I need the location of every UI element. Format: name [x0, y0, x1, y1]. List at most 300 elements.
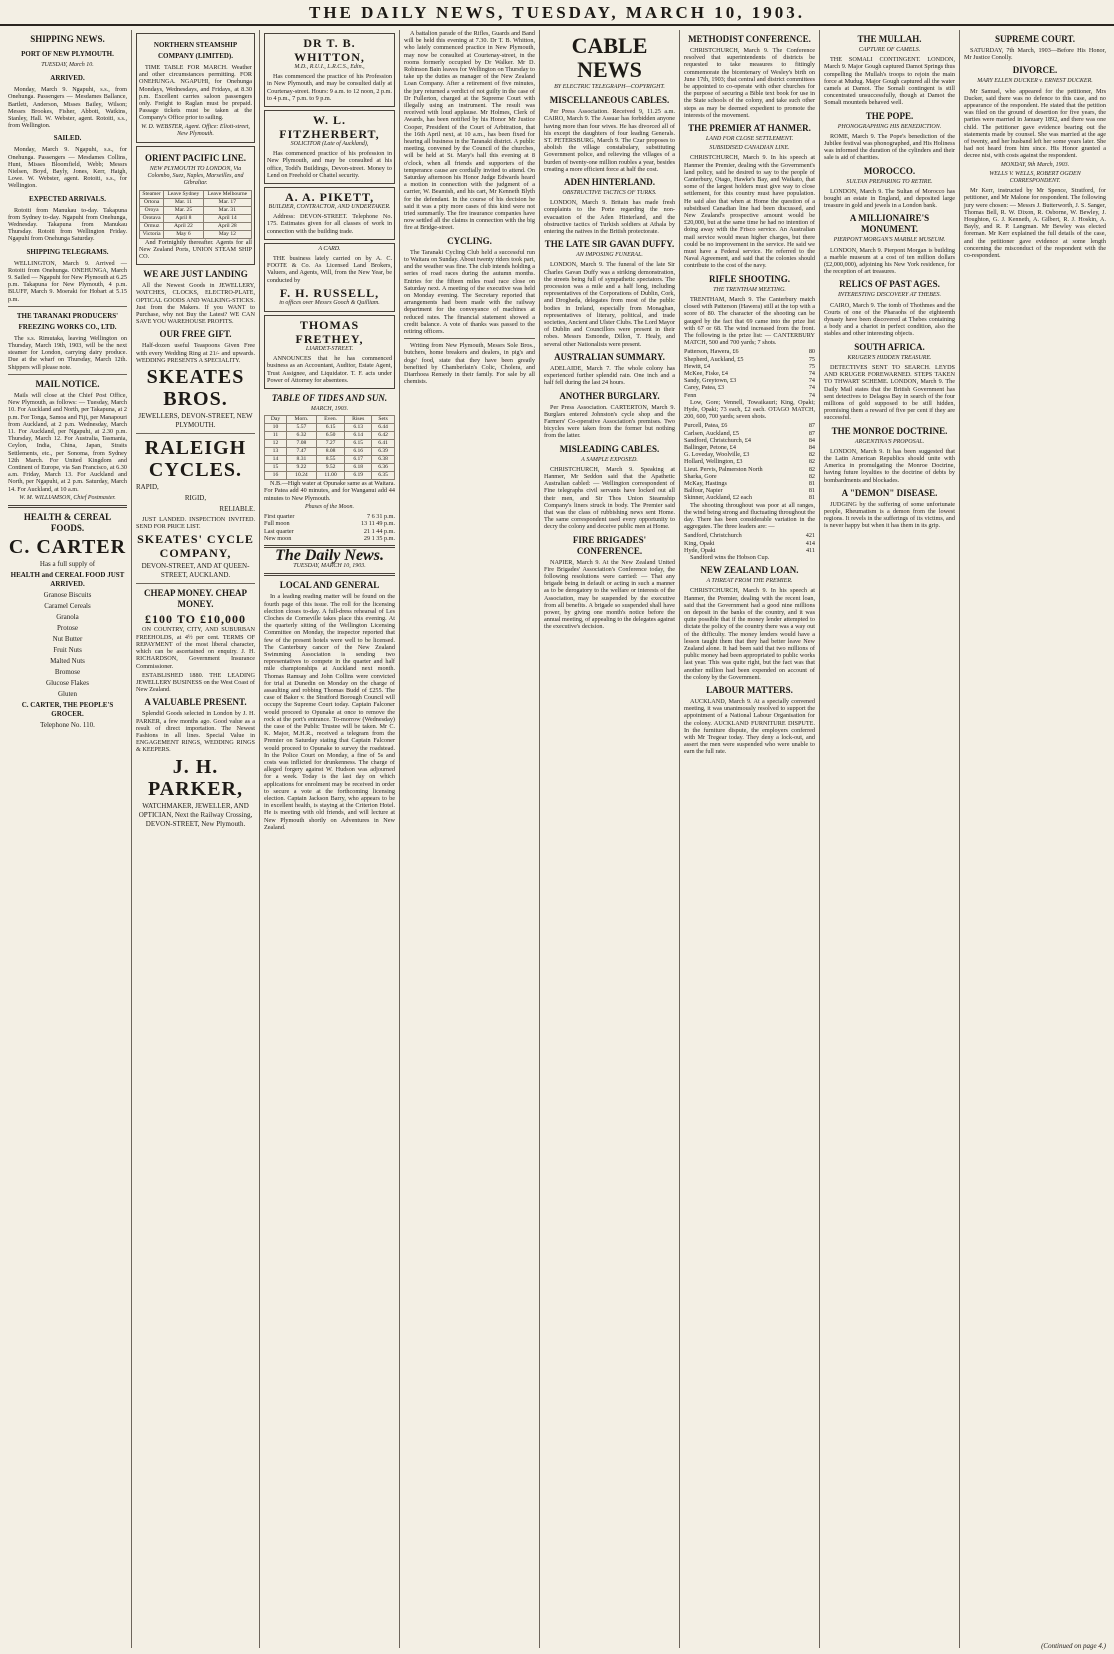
score-value: 421	[805, 532, 815, 540]
south-africa-heading: SOUTH AFRICA.	[854, 341, 925, 352]
table-header-cell: Steamer	[140, 190, 164, 198]
score-row	[684, 480, 815, 487]
jewellery-ad-body: All the Newest Goods in JEWELLERY, WATCHES, CLOCKS, ELECTRO-PLATE, OPTICAL GOODS AND WALKING-STICKS. Just from the Makers. If you WANT to Purchase, why not Buy the Latest? WE CAN SAVE YOU WAREHOUSE PROFITS.	[136, 282, 255, 326]
score-value: 84	[808, 443, 815, 451]
carter-items	[8, 591, 127, 699]
table-cell: Mar. 17	[203, 198, 251, 206]
court-heading: SUPREME COURT.	[994, 34, 1076, 44]
relics-text: CAIRO, March 9. The tomb of Thothmes and the Courts of one of the Pharaohs of the eighteenth dynasty have been discovered at Thebes containing a body and a chariot in perfect condition, also the stables and other interesting objects.	[824, 301, 955, 338]
tides-table	[264, 415, 395, 480]
table-cell: 16	[265, 472, 287, 480]
raleigh-word: RIGID,	[184, 494, 207, 503]
cable-news-title: CABLE NEWS	[571, 33, 648, 82]
column-shipping	[4, 30, 132, 1648]
duffy-heading: THE LATE SIR GAVAN DUFFY.	[544, 239, 675, 250]
ad-body: Has commenced practice of his profession in New Plymouth, and may be consulted at his office, Todd's Buildings, Devon-street. Money to Lend on Freehold or Chattel security.	[267, 150, 392, 179]
shipping-heading: SHIPPING NEWS.	[30, 34, 105, 44]
divorce-heading: DIVORCE.	[1012, 65, 1058, 76]
table-cell: Mar. 25	[164, 206, 204, 214]
parker-name: J. H. PARKER,	[148, 755, 243, 800]
local-heading: LOCAL AND GENERAL	[279, 580, 380, 591]
misleading-text: CHRISTCHURCH, March 9. Speaking at Hanmer, Mr Seddon said that the Apathetic Australian cabled: — Wellington correspondent of Fine telegraphs civil servants have locked out all their men, and Sir Thos Union Steamship Company's liners struck in body. The Premier said that was the class of rubbishing news sent Home. The same correspondent used every opportunity to decry the colony and deceive public men at Home.	[544, 465, 675, 531]
freezing-heading: THE TARANAKI PRODUCERS' FREEZING WORKS CO., LTD.	[16, 311, 119, 331]
table-header-cell: Day	[265, 416, 287, 424]
freezing-text: The s.s. Rimutaka, leaving Wellington on Thursday, March 19th, 1903, will be the next steamer for London, carrying dairy produce. Due at the wharf on Thursday, March 12th. Shippers will please note.	[8, 334, 127, 371]
pope-heading: THE POPE.	[865, 110, 914, 121]
score-value: 411	[805, 546, 815, 554]
monroe-text: LONDON, March 9. It has been suggested that the Latin American Republics should unite with America in promulgating the Monroe Doctrine, having future loyalties to the doctrine of debts by bombardments and blockades.	[824, 447, 955, 484]
writing-text: Writing from New Plymouth, Messrs Sole Bros., butchers, home breakers and dealers, in pig's and dogs' food, state that they have been greatly benefited by Chamberlain's Colic, Cholera, and Diarrhoea Remedy in their family. For sale by all chemists.	[404, 342, 535, 386]
score-value: 74	[808, 369, 815, 377]
table-row	[265, 472, 395, 480]
cheap-money-title: CHEAP MONEY. CHEAP MONEY.	[144, 588, 247, 610]
table-row	[265, 432, 395, 440]
moon-phase: Last quarter	[264, 527, 294, 535]
score-value: 414	[805, 539, 815, 547]
score-row	[684, 494, 815, 501]
masthead: THE DAILY NEWS, TUESDAY, MARCH 10, 1903.	[0, 0, 1114, 26]
south-africa-text: DETECTIVES SENT TO SEARCH. LEYDS AND KRUGER FOREWARNED. STEPS TAKEN TO THWART SCHEME. LONDON, March 9. The Daily Mail states that the British Government has sent detectives to Delagoa Bay in search of the four millions of gold supposed to be still hidden, promising them a reward of five per cent if they are successful.	[824, 363, 955, 422]
table-cell: Victoria	[140, 230, 164, 238]
score-row	[684, 444, 815, 451]
carter-line1: Has a full supply of	[39, 559, 96, 568]
table-cell: April 8	[164, 214, 204, 222]
score-value: 74	[808, 377, 815, 385]
moon-time: 13 11 49 p.m.	[361, 520, 395, 528]
skeates-cycle-name: SKEATES' CYCLE COMPANY,	[137, 532, 254, 561]
score-name: King, Opaki	[684, 539, 715, 547]
carter-item: Fruit Nuts	[53, 645, 82, 654]
skeates-bros-address: JEWELLERS, DEVON-STREET, NEW PLYMOUTH.	[138, 412, 253, 430]
table-cell: 8.55	[316, 456, 344, 464]
table-cell: May 12	[203, 230, 251, 238]
raleigh-body: JUST LANDED. INSPECTION INVITED. SEND FOR PRICE LIST.	[136, 516, 255, 531]
ad-body: Address: DEVON-STREET. Telephone No. 175. Estimates given for all classes of work in connection with the building trade.	[267, 213, 392, 235]
leading-jewellery-body: ESTABLISHED 1880. THE LEADING JEWELLERY BUSINESS on the West Coast of New Zealand.	[136, 671, 255, 694]
score-name: Ballinger, Petone, £4	[684, 443, 736, 451]
methodist-heading: METHODIST CONFERENCE.	[688, 34, 811, 44]
premier-text: CHRISTCHURCH, March 9. In his speech at Hanmer the Premier, dealing with the Government's land policy, said he desired to say to the people of Canterbury, Otago, Hawke's Bay, and Waikato, that some of the largest holders must give way to close settlement, for this country must have population. He said also that when at Home the question of a subsidised Canadian line had been discussed, and New Zealand's prospective amount would be £20,000, but at the same time he had no intention of doing away with the Frisco service. An Australian mail service would mean higher charges, but there could be no improvement in the service. He said we must have a Federal service. He referred to the Naval Agreement, and said that the colonies should contribute to the cost of the navy.	[684, 154, 815, 270]
aden-text: LONDON, March 9. Britain has made fresh complaints to the Porte regarding the non-evacuation of the Aden Hinterland, and the obstructive tactics of Turkish soldiers at Athala by entering the natives in the British protectorate.	[544, 199, 675, 236]
table-cell: 11	[265, 432, 287, 440]
table-cell: 6.13	[345, 424, 372, 432]
divider	[8, 374, 127, 375]
skeates-bros-name: SKEATES BROS.	[146, 366, 245, 411]
loan-heading: NEW ZEALAND LOAN.	[700, 565, 799, 576]
rifle-text: TRENTHAM, March 9. The Canterbury match closed with Patterson (Hawera) still at the top with a score of 80. The character of the shooting can be gauged by the fact that 69 came into the prize list with 67 or 68. The wind increased from the front. The following is the prize list: — CANTERBURY MATCH, 500 and 700 yards; 7 shots.	[684, 295, 815, 347]
premier-heading: THE PREMIER AT HANMER.	[688, 123, 811, 134]
ad-title: W. L. FITZHERBERT,	[279, 113, 380, 142]
rifle-text-2: Low, Gore; Vennell, Towaikauri; King, Opaki; Hyde, Opaki; 73 each, £2 each. OTAGO MATCH, 200, 600, 700 yards; seven shots.	[684, 398, 815, 421]
port-heading: PORT OF NEW PLYMOUTH.	[21, 50, 114, 58]
cable-news-subtitle: BY ELECTRIC TELEGRAPH—COPYRIGHT.	[554, 84, 665, 90]
table-cell: 6.16	[345, 448, 372, 456]
monroe-heading: THE MONROE DOCTRINE.	[831, 425, 948, 436]
moon-phase: First quarter	[264, 513, 295, 521]
table-cell: 13	[265, 448, 287, 456]
score-value: 82	[808, 472, 815, 480]
score-value: 82	[808, 451, 815, 459]
carter-item: Nut Butter	[52, 634, 83, 643]
score-row	[684, 437, 815, 444]
score-row	[684, 547, 815, 554]
table-cell: 8.31	[286, 456, 316, 464]
cheap-money-body: ON COUNTRY, CITY, AND SUBURBAN FREEHOLDS, at 4½ per cent. TERMS OF REPAYMENT of the most liberal character, which can be ascertained on enquiry. J. H. RICHARDSON, Government Insurance Commissioner.	[136, 626, 255, 670]
table-header	[140, 190, 252, 198]
relics-heading: RELICS OF PAST AGES.	[839, 279, 940, 290]
carter-item: Bromose	[54, 667, 81, 676]
sailing-table	[139, 190, 252, 239]
table-header-cell: Morn.	[286, 416, 316, 424]
score-name: G. Loveday, Woolville, £3	[684, 451, 750, 459]
leaders-list	[684, 532, 815, 554]
court-date: SATURDAY, 7th March, 1903—Before His Honor, Mr Justice Conolly.	[964, 47, 1106, 62]
ad-body: ANNOUNCES that he has commenced business as an Accountant, Auditor, Estate Agent, Trust Assignee, and Liquidator. T. F. acts under Power of Attorney for absentees.	[267, 355, 392, 384]
table-cell: 6.15	[316, 424, 344, 432]
table-cell: 6.42	[372, 432, 395, 440]
telegrams-text: WELLINGTON, March 9. Arrived — Rotoiti from Onehunga. ONEHUNGA, March 9. Sailed — Ngapuhi for New Plymouth at 6.25 p.m. Takapuna for New Plymouth, 4 p.m. BLUFF, March 9. Moeraki for Hobart at 5.15 p.m.	[8, 259, 127, 303]
ad-subtitle: A CARD.	[318, 245, 341, 252]
loan-text: CHRISTCHURCH, March 9. In his speech at Hanmer, the Premier, dealing with the recent loan, said that the Government had a good nine millions on deposit in the banks of the country, and it was quite possible that if the money lender attempted to dictate the policy of the country there was a way out of the difficulty. The money lenders would have a lesson taught them that they had better leave New Zealand alone. It had been said that two millions of public money had been appropriated to public works last year. This was quite right, but the fact was that another million had been expended on account of the colony by the Government.	[684, 587, 815, 681]
score-name: Hyde, Opaki	[684, 546, 716, 554]
table-cell: 7.47	[286, 448, 316, 456]
moon-phase: New moon	[264, 534, 292, 542]
relics-subtitle: INTERESTING DISCOVERY AT THEBES.	[837, 292, 942, 299]
moon-row	[264, 535, 395, 542]
score-value: 81	[808, 494, 815, 502]
table-row	[140, 198, 252, 206]
morocco-subtitle: SULTAN PREPARING TO RETIRE.	[846, 178, 933, 185]
rifle-text-3: The shooting throughout was poor at all ranges, the wind being strong and fluctuating throughout the day. There has been considerable variation in the aggregates. The three leaders are: —	[684, 501, 815, 531]
ad-title: ORIENT PACIFIC LINE.	[145, 153, 246, 164]
paper-nameplate: The Daily News.	[275, 546, 384, 564]
ad-subtitle: BUILDER, CONTRACTOR, AND UNDERTAKER.	[268, 204, 391, 211]
carter-item: Glucose Flakes	[46, 678, 89, 687]
arrived-text: Monday, March 9. Ngapuhi, s.s., from Onehunga. Passengers — Mesdames Ballance, Bartlett, Anderson, Misses Bailey, Wilson; Messrs Brookes, Fisher, Abbott, Watkins, Stanley, Hall. W. Webster, agent. Rotoiti, s.s., from Wellington.	[8, 86, 127, 130]
table-cell: 6.44	[372, 424, 395, 432]
moon-time: 21 1 44 p.m.	[363, 527, 395, 535]
misleading-subtitle: A SAMPLE EXPOSED.	[581, 456, 638, 463]
table-cell: April 28	[203, 222, 251, 230]
arrived-heading: ARRIVED.	[50, 74, 85, 83]
mullah-heading: THE MULLAH.	[857, 34, 922, 44]
score-row	[684, 430, 815, 437]
ad-subtitle: NEW PLYMOUTH TO LONDON, Via Colombo, Suez, Naples, Marseilles, and Gibraltar.	[147, 166, 244, 187]
table-cell: Oroya	[140, 206, 164, 214]
table-cell: April 22	[164, 222, 204, 230]
carter-line2: HEALTH and CEREAL FOOD JUST ARRIVED.	[10, 570, 125, 588]
divider	[136, 433, 255, 434]
score-row	[684, 466, 815, 473]
millionaire-subtitle: PIERPONT MORGAN'S MARBLE MUSEUM.	[833, 237, 946, 244]
score-value: 80	[808, 348, 815, 356]
misc-text: Per Press Association. Received 9, 11.25 a.m. CAIRO, March 9. The Assuar has forbidden anyone having more than four wives. He has divorced all of his except the daughters of four leading Generals. ST. PETERSBURG, March 9. The Czar proposes to abolish the village constabulary, substituting Government police, and relieving the villages of a burden of twenty-one million roubles a year, besides creating a more efficient force at half the cost.	[544, 108, 675, 173]
rifle-heading: RIFLE SHOOTING.	[708, 273, 791, 284]
table-row	[265, 448, 395, 456]
tides-note: N.B.—High water at Opunake same as at Waitara. For Patea add 40 minutes, and for Wanganui add 44 minutes to New Plymouth.	[264, 480, 395, 502]
score-name: Sandy, Greytown, £3	[684, 377, 737, 385]
score-name: Hewitt, £4	[684, 362, 711, 370]
frethey-ad	[264, 315, 395, 389]
score-row	[684, 384, 815, 391]
table-row	[140, 206, 252, 214]
ad-title: A. A. PIKETT,	[284, 190, 375, 205]
carter-name: C. CARTER	[8, 535, 127, 558]
score-name: Carlsen, Auckland, £5	[684, 429, 739, 437]
jewellery-ad-title: WE ARE JUST LANDING	[143, 269, 248, 280]
mullah-subtitle: CAPTURE OF CAMELS.	[858, 47, 921, 53]
demon-text: JUDGING by the suffering of some unfortunate people, Rheumatism is a demon from the lowest regions. It revels in the sufferings of its victims, and is never happy but when it has them in its grip.	[824, 500, 955, 530]
divider	[8, 505, 127, 508]
score-value: 87	[808, 429, 815, 437]
carter-item: Granola	[56, 612, 79, 621]
local-continued-text: A battalion parade of the Rifles, Guards and Band will be held this evening at 7.30. Dr T. B. Whitton, who lately commenced practice in New Plymouth, may now be consulted at Courtenay-street, in the rooms formerly occupied by Dr Walker. Mr D. Robinson Bain leaves for Wellington on Thursday to take up the duties as manager of the New Zealand Loan Company. After a retirement of five minutes, the jury returned a verdict of not guilty in the case of Dr Fullerton, charged at the Supreme Court with illegally using an instrument. The result was received with loud applause. Mr Holmes, Clerk of Awards, has been notified by his Honor Mr Justice Cooper, President of the Court of Arbitration, that the 16th April next, at 10 a.m., has been fixed for hearing all business in the Taranaki district. A public meeting, convened by the Council of the churches, will be held at St. Mary's hall this evening at 8 o'clock, when all friends and supporters of the temperance cause are cordially invited to attend. On Saturday afternoon his Honor Judge Edwards heard a motion in connection with the judgment of a carrier, W. Beamish, and his cart, Mr Kenneth Blyth for the defendant. In the course of his decision he said it was a pity more cases of this kind were not tried summarily. The fire insurance companies have now settled all the claims in connection with the big fire at Bridge-street.	[404, 30, 535, 232]
loan-subtitle: A THREAT FROM THE PREMIER.	[706, 578, 793, 585]
rifle-text-4: Sandford wins the Hobson Cup.	[690, 554, 770, 561]
sailed-text: Monday, March 9. Ngapuhi, s.s., for Onehunga. Passengers — Mesdames Collins, Hunt, Misses Bloomfield, Webb; Messrs Nielsen, Boyd, Bayly, Jones, Kerr, Haigh, Lowe. W. Webster, agent. Rotoiti, s.s., for Wellington.	[8, 146, 127, 190]
table-cell: 6.38	[372, 456, 395, 464]
table-cell: 6.15	[345, 440, 372, 448]
table-cell: 6.14	[345, 432, 372, 440]
ad-subtitle: M.D., R.U.I., L.R.C.S., Edin.,	[294, 64, 365, 70]
morocco-text: LONDON, March 9. The Sultan of Morocco has bought an estate in England, and deposited large treasure in gold and jewels in a London bank.	[824, 187, 955, 210]
ad-title: NORTHERN STEAMSHIP COMPANY (LIMITED).	[153, 41, 238, 60]
column-methodist	[680, 30, 820, 1648]
table-cell: 10.24	[286, 472, 316, 480]
table-cell: 6.35	[372, 472, 395, 480]
raleigh-word: RAPID,	[136, 483, 159, 492]
score-name: McKee, Fiske, £4	[684, 369, 728, 377]
table-cell: 6.17	[345, 456, 372, 464]
score-name: Shepherd, Auckland, £5	[684, 355, 744, 363]
score-value: 82	[808, 465, 815, 473]
score-value: 75	[808, 355, 815, 363]
table-cell: 12	[265, 440, 287, 448]
score-name: Sharka, Gore	[684, 472, 717, 480]
divider	[136, 583, 255, 584]
table-row	[265, 464, 395, 472]
health-heading: HEALTH & CEREAL FOODS.	[23, 511, 112, 533]
labour-heading: LABOUR MATTERS.	[706, 685, 793, 696]
moon-phase: Full moon	[264, 520, 290, 528]
divider	[404, 338, 535, 339]
table-cell: 14	[265, 456, 287, 464]
score-name: Fenn	[684, 391, 697, 399]
case-title: MARY ELLEN DUCKER v. ERNEST DUCKER.	[977, 78, 1093, 85]
table-cell: 10	[265, 424, 287, 432]
free-gift-body: Half-dozen useful Teaspoons Given Free with every Wedding Ring at 21/- and upwards. WEDDING PRESENTS A SPECIALITY.	[136, 342, 255, 364]
carter-item: Malted Nuts	[50, 656, 85, 665]
table-cell: Ormuz	[140, 222, 164, 230]
moon-row	[264, 528, 395, 535]
score-row	[684, 377, 815, 384]
table-cell: 15	[265, 464, 287, 472]
score-row	[684, 540, 815, 547]
score-row	[684, 348, 815, 355]
score-value: 84	[808, 436, 815, 444]
russell-ad	[264, 243, 395, 312]
score-value: 81	[808, 479, 815, 487]
monroe-subtitle: ARGENTINA'S PROPOSAL.	[854, 438, 925, 445]
cycling-text: The Taranaki Cycling Club held a successful run to Waitara on Sunday. About twenty riders took part, and the weather was fine. The club intends holding a series of road races during the autumn months. Entries for the fifteen miles road race close on Saturday next. A meeting of the executive was held on Monday evening. The Secretary reported that arrangements had been made with the railway department for the conveyance of machines at reduced rates. The financial statement showed a credit balance. A vote of thanks was passed to the retiring officers.	[404, 248, 535, 335]
table-cell: 6.32	[286, 432, 316, 440]
sailed-heading: SAILED.	[53, 134, 82, 143]
burglary-heading: ANOTHER BURGLARY.	[559, 390, 660, 401]
table-cell: Ortona	[140, 198, 164, 206]
table-header-cell: Leave Melbourne	[203, 190, 251, 198]
fire-heading: FIRE BRIGADES' CONFERENCE.	[572, 534, 647, 556]
carter-phone: Telephone No. 110.	[40, 720, 95, 729]
table-row	[265, 440, 395, 448]
table-row	[265, 456, 395, 464]
score-name: Sandford, Christchurch, £4	[684, 436, 752, 444]
australian-heading: AUSTRALIAN SUMMARY.	[554, 351, 665, 362]
demon-heading: A "DEMON" DISEASE.	[841, 487, 938, 498]
table-cell: 6.18	[345, 464, 372, 472]
pikett-ad	[264, 187, 395, 240]
carter-item: Protose	[57, 623, 78, 632]
column-local-continued	[400, 30, 540, 1648]
table-cell: 9.52	[316, 464, 344, 472]
court-text: Mr Samuel, who appeared for the petitioner, Mrs Ducker, said there was no defence to this case, and no appearance of the respondent. He stated that the petition was filed on the ground of desertion for five years, the parties were married in January 1892, and there was one child. The petitioner gave evidence bearing out the statements made by counsel. She was married at the age of twenty, and her husband left her some years later. She had not heard from him since. His Honor granted a decree nisi, with costs against the respondent.	[964, 87, 1106, 160]
shipping-date: TUESDAY, March 10.	[41, 62, 94, 68]
case-title-2: WELLS V. WELLS, ROBERT OGDEN CORRESPONDENT.	[989, 170, 1081, 185]
table-cell: April 14	[203, 214, 251, 222]
table-cell: Mar. 11	[164, 198, 204, 206]
labour-text: AUCKLAND, March 9. At a specially convened meeting, it was unanimously resolved to support the appointment of a National Labour Organisation for the colony. AUCKLAND FURNITURE DISPUTE. In the furniture dispute, the employers conferred with Mr Tregear today. They deny a lock-out, and assert the men were suspended who were unable to earn the full rate.	[684, 698, 815, 756]
premier-subtitle: SUBSIDISED CANADIAN LINE.	[709, 145, 790, 152]
tides-month: MARCH, 1903.	[310, 406, 349, 413]
table-cell: 8.08	[316, 448, 344, 456]
continued-note: (Continued on page 4.)	[1041, 1642, 1106, 1650]
score-row	[684, 356, 815, 363]
carter-item: Gluten	[57, 689, 78, 698]
score-value: 74	[808, 384, 815, 392]
misleading-heading: MISLEADING CABLES.	[559, 443, 660, 454]
ad-subtitle: SOLICITOR (Late of Auckland),	[290, 141, 369, 148]
expected-heading: EXPECTED ARRIVALS.	[29, 194, 106, 203]
morocco-heading: MOROCCO.	[863, 165, 916, 176]
table-row	[140, 230, 252, 238]
moon-row	[264, 513, 395, 520]
court-text-2: Mr Kerr, instructed by Mr Spence, Stratford, for petitioner, and Mr Malone for respondent. The following jury were chosen: — Messrs J. Butterworth, J. S. Sanger, Thomas Bell, R. W. Dixon, R. Osborne, W. Bewley, J. Houghton, G. J. Kenneth, A. Gilbert, R. J. Hoskin, A. Bayly, and R. P. Langman. Mr Bewley was elected foreman. Mr Kerr explained the full details of the case, and the petitioner gave evidence at some length concerning the misconduct of the respondent with the co-respondent.	[964, 187, 1106, 260]
table-cell: May 6	[164, 230, 204, 238]
table-cell: 6.36	[372, 464, 395, 472]
score-row	[684, 487, 815, 494]
score-value: 81	[808, 487, 815, 495]
northern-steamship-ad	[136, 33, 255, 143]
carter-item: Caramel Cereals	[44, 601, 91, 610]
score-value: 87	[808, 422, 815, 430]
score-name: Balfour, Napier	[684, 487, 723, 495]
fire-text: NAPIER, March 9. At the New Zealand United Fire Brigades' Association's Conference today, the following resolutions were carried: — That any brigade being in default or acting in such a manner as to be derogatory to the welfare or interests of the Association, may be suspended by the executive from all benefits. A brigade so suspended shall have power, by giving one month's notice before the annual meeting, of appealing to the delegates against the executive's decision.	[544, 558, 675, 631]
table-cell: 6.41	[372, 440, 395, 448]
score-list	[684, 348, 815, 398]
column-ads	[132, 30, 260, 1648]
local-text: In a leading reading matter will be found on the fourth page of this issue. The roll for the licensing election closes to-day. A full-dress rehearsal of Les Cloches de Corneville takes place this evening. At the quarterly sitting of the Wellington Licensing Committee on Monday, the inspector reported that few of the present hotels were well to be licensed. The Canterbury cancer of the New Zealand Swimming Association is sending two representatives to compete in the quarter and half mile championships at Auckland next month. Thomas Ramsay and John Collins were convicted for trial at Dunedin on Monday on the charge of assaulting and robbing Thomas Budd of £255. The case of Baker v. the Stratford Borough Council will occupy the Supreme Court today. Captain Falconer would proceed to Opunake at once to remove the rock at the port's entrance. To-morrow (Wednesday) the case of the Public Trustee will be taken. Mr C. K. Major, M.H.R., received a telegram from the Premier on Saturday stating that Captain Falconer would proceed to Opunake to survey the roadstead. In the Police Court on Monday, a fine of 5s and costs was inflicted for drunkenness. The charge of alleged forgery against W. Hudson was adjourned for a week. Today is the last day on which applications for enrolment may be received in order to secure a vote at the forthcoming licensing election. Captain Jackson Barry, who appears to be in excellent health, is staying at the Criterion Hotel. He is meeting with old friends, and will lecture at New Plymouth shortly on Adventures in New Zealand.	[264, 593, 395, 831]
table-row	[140, 222, 252, 230]
table-header-cell: Leave Sydney	[164, 190, 204, 198]
ad-subtitle: LIARDET-STREET.	[305, 346, 354, 353]
ad-note: And Fortnightly thereafter. Agents for all New Zealand Ports, UNION STEAM SHIP CO.	[139, 238, 252, 261]
misc-heading: MISCELLANEOUS CABLES.	[549, 95, 670, 106]
methodist-text: CHRISTCHURCH, March 9. The Conference resolved that superintendents of districts be requested to take measures to fittingly commemorate the bicentenary of Wesley's birth on June 17th, 1903; that central and district committees be appointed to co-operate with other churches for the purpose of securing a Bible text book for use in the State schools of the colony, and take such other steps as may be deemed expedient to promote the interests of the movement.	[684, 47, 815, 119]
premier-subtitle: LAND FOR CLOSE SETTLEMENT.	[705, 136, 794, 143]
moon-time: 29 1 35 p.m.	[363, 534, 395, 542]
table-row	[265, 424, 395, 432]
divider	[8, 306, 127, 307]
tides-heading: TABLE OF TIDES AND SUN.	[271, 393, 388, 404]
moon-row	[264, 520, 395, 527]
postmaster-signature: W. M. WILLIAMSON, Chief Postmaster.	[19, 494, 116, 501]
score-row	[684, 370, 815, 377]
free-gift-title: OUR FREE GIFT.	[159, 329, 232, 340]
australian-text: ADELAIDE, March 7. The whole colony has experienced further splendid rain. One inch and a half fell during the last 24 hours.	[544, 364, 675, 387]
moon-heading: Phases of the Moon.	[305, 503, 354, 510]
table-cell: 9.22	[286, 464, 316, 472]
pope-text: ROME, March 9. The Pope's benediction of the Jubilee festival was phonographed, and His Holiness was informed the duration of the cylinders and their sale is aid of charities.	[824, 132, 955, 162]
whitton-ad	[264, 33, 395, 107]
mullah-text: THE SOMALI CONTINGENT. LONDON, March 9. Major Gough captured Damot Springs thus compelling the Mullah's troops to rejoin the main force at Mudug. Major Gough captured all the water camels at Damot. The Somali contingent is still concentrated unsuccessfully, though at Damot the Somali mounteds behaved well.	[824, 56, 955, 107]
table-header	[265, 416, 395, 424]
mail-text: Mails will close at the Chief Post Office, New Plymouth, as follows: — Tuesday, March 10. For Auckland and North, per Takapuna, at 2 p.m. For Tonga, Samoa and Fiji, per Manapouri from Auckland, at 2 p.m. Wednesday, March 11. For Auckland, per Ngapuhi, at 2.30 p.m. Thursday, March 12. For Australia, Tasmania, Ceylon, India, China, Japan, Straits Settlements, etc., per Sonoma, from Sydney 12th March. For United Kingdom and Continent of Europe, via San Francisco, at 6.30 a.m. Friday, March 13. For Auckland and North, per Ngapuhi, at 2 p.m. Saturday, March 14. For Auckland, at 10 a.m.	[8, 391, 127, 493]
score-value: 75	[808, 362, 815, 370]
paper-date: TUESDAY, MARCH 10, 1903.	[293, 563, 366, 570]
score-name: McKay, Hastings	[684, 479, 727, 487]
parker-address: WATCHMAKER, JEWELLER, AND OPTICIAN, Next the Railway Crossing, DEVON-STREET, New Plymouth.	[138, 801, 253, 828]
table-cell: 7.27	[316, 440, 344, 448]
table-cell: 11.00	[316, 472, 344, 480]
score-name: Skinner, Auckland, £2 each	[684, 494, 752, 502]
aden-subtitle: OBSTRUCTIVE TACTICS OF TURKS.	[562, 190, 657, 197]
score-row	[684, 473, 815, 480]
duffy-subtitle: AN IMPOSING FUNERAL.	[576, 252, 643, 259]
score-list	[684, 422, 815, 501]
carter-item: Granose Biscuits	[43, 590, 92, 599]
table-header-cell: Even.	[316, 416, 344, 424]
court-date-2: MONDAY, 9th March, 1903.	[1000, 161, 1070, 168]
column-cable-news	[540, 30, 680, 1648]
moon-time: 7 6 31 p.m.	[366, 513, 395, 521]
score-name: Sandford, Christchurch	[684, 532, 742, 540]
ad-body: TIME TABLE FOR MARCH. Weather and other circumstances permitting. FOR ONEHUNGA. NGAPUHI, for Onehunga Mondays, Wednesdays, and Fridays, at 8.30 p.m. Excellent carries saloon passengers only. Freight to Raglan must be prepaid. Passage tickets must be taken at the Company's Office prior to sailing.	[139, 64, 252, 122]
table-row	[140, 214, 252, 222]
score-row	[684, 451, 815, 458]
pope-subtitle: PHONOGRAPHING HIS BENEDICTION.	[837, 123, 942, 130]
aden-heading: ADEN HINTERLAND.	[563, 177, 655, 188]
table-header-cell: Rises	[345, 416, 372, 424]
table-cell: 5.57	[286, 424, 316, 432]
score-name: Carey, Patea, £3	[684, 384, 725, 392]
rifle-subtitle: THE TRENTHAM MEETING.	[713, 286, 786, 293]
cheap-money-amount: £100 TO £10,000	[145, 612, 246, 627]
score-name: Patterson, Hawera, £6	[684, 348, 739, 356]
table-cell: Mar. 31	[203, 206, 251, 214]
ad-body: THE business lately carried on by A. C. FOOTE & Co. As Licensed Land Brokers, Valuers, and Agents, Will, from the New Year, be conducted by	[267, 255, 392, 284]
carter-address: C. CARTER, THE PEOPLE'S GROCER.	[21, 700, 114, 718]
score-row	[684, 458, 815, 465]
table-cell: 6.19	[345, 472, 372, 480]
column-notices	[260, 30, 400, 1648]
duffy-text: LONDON, March 9. The funeral of the late Sir Charles Gavan Duffy was a striking demonstration, the streets being full of sympathetic spectators. The procession was a mile and a half long, including representatives of the Corporations of Dublin, Cork, and Drogheda, delegates from most of the public bodies in Ireland, especially from Monaghan, representatives of literary, political, and trade societies, Ancient and Ulster Clubs. The Lord Mayor of Dublin and Councillors were present in their robes. Messrs Esmonde, Dillon, T. Healy, and several other Nationalists were present.	[544, 261, 676, 348]
score-name: Hollard, Wellington, £3	[684, 458, 743, 466]
skeates-cycle-address: DEVON-STREET, AND AT QUEEN-STREET, AUCKLAND.	[141, 562, 250, 580]
telegrams-heading: SHIPPING TELEGRAMS.	[26, 247, 109, 256]
raleigh-word: RELIABLE.	[219, 505, 255, 514]
valuable-present-title: A VALUABLE PRESENT.	[144, 697, 247, 708]
cycling-heading: CYCLING.	[447, 235, 492, 246]
table-cell: 6.50	[316, 432, 344, 440]
